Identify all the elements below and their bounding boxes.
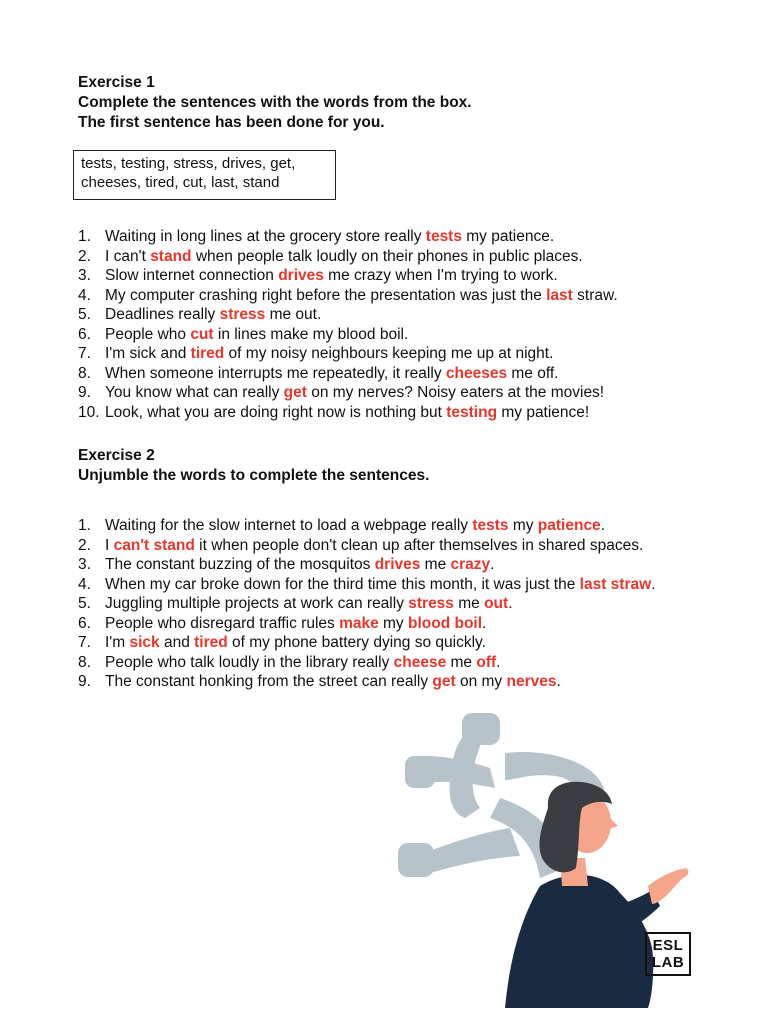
sentence-item <box>78 305 748 325</box>
sentence-fragment: on my <box>455 673 507 690</box>
sentence-item <box>78 227 748 247</box>
sentence-fragment: Waiting for the slow internet to load a webpage really <box>105 517 473 534</box>
answer-word: cheeses <box>445 364 508 382</box>
sentence-fragment: straw. <box>572 286 618 304</box>
sentence-number: 7. <box>78 634 91 651</box>
sentence-fragment: People who disregard traffic rules <box>105 614 340 632</box>
sentence-fragment: me <box>420 556 451 573</box>
sentence-fragment: me crazy when I'm trying to work. <box>323 267 558 284</box>
sentence-fragment: my <box>508 517 538 534</box>
sentence-item <box>78 614 748 634</box>
sentence-item <box>78 403 748 423</box>
answer-word: tired <box>190 345 225 362</box>
word-box-line: cheeses, tired, cut, last, stand <box>81 174 280 191</box>
sentence-item <box>78 672 748 692</box>
sentence-number: 3. <box>78 556 91 573</box>
sentence-text <box>105 266 558 286</box>
logo-line-1: ESL <box>652 937 684 954</box>
sentence-fragment: Slow internet connection <box>105 267 279 284</box>
sentence-item <box>78 286 748 306</box>
sentence-fragment: . <box>651 575 656 593</box>
sentence-fragment: . <box>556 673 561 690</box>
sentence-number: 4. <box>78 286 91 304</box>
sentence-text <box>105 653 500 673</box>
sentence-fragment: my patience. <box>461 228 555 245</box>
sentence-fragment: I'm sick and <box>105 345 191 362</box>
sentence-fragment: me <box>453 595 485 612</box>
sentence-number: 2. <box>78 247 91 265</box>
sentence-item <box>78 325 748 345</box>
sentence-number: 10. <box>78 403 100 421</box>
sentence-item <box>78 344 748 364</box>
sentence-number: 6. <box>78 614 91 632</box>
sentence-number: 9. <box>78 384 91 401</box>
sentence-fragment: . <box>600 517 605 534</box>
nose-shape <box>605 813 618 830</box>
answer-word: last straw <box>579 575 652 593</box>
exercise-2-instructions: Unjumble the words to complete the sentences. <box>78 467 430 484</box>
sentence-item <box>78 247 748 267</box>
exercise-2-sentences <box>78 516 748 692</box>
answer-word: get <box>283 384 307 401</box>
answer-word: tests <box>472 517 509 534</box>
sentence-item <box>78 575 748 595</box>
answer-word: sick <box>129 634 160 651</box>
sentence-text <box>105 364 558 384</box>
sentence-text <box>105 344 553 364</box>
exercise-2-title: Exercise 2 <box>78 447 155 464</box>
sentence-number: 1. <box>78 228 91 245</box>
sentence-fragment: of my phone battery dying so quickly. <box>227 634 486 651</box>
sentence-fragment: I can't <box>105 247 151 265</box>
sentence-text <box>105 575 656 595</box>
sentence-fragment: I'm <box>105 634 130 651</box>
sentence-text <box>105 594 513 614</box>
sentence-text <box>105 305 321 325</box>
answer-word: cut <box>190 325 214 343</box>
sentence-item <box>78 364 748 384</box>
sentence-fragment: . <box>490 556 495 573</box>
hand-shape <box>648 868 688 904</box>
sentence-item <box>78 653 748 673</box>
sentence-fragment: Deadlines really <box>105 306 220 323</box>
sentence-fragment: me out. <box>265 306 322 323</box>
sentence-fragment: Look, what you are doing right now is nothing but <box>105 403 447 421</box>
answer-word: can't stand <box>113 536 195 554</box>
sentence-fragment: my patience! <box>497 403 590 421</box>
sentence-text <box>105 403 589 423</box>
answer-word: blood boil <box>408 614 483 632</box>
esl-lab-logo <box>645 932 691 976</box>
answer-word: drives <box>278 267 324 284</box>
sentence-fragment: my <box>378 614 408 632</box>
answer-word: tests <box>425 228 462 245</box>
sentence-fragment: on my nerves? Noisy eaters at the movies! <box>306 384 605 401</box>
sentence-fragment: and <box>159 634 195 651</box>
sentence-item <box>78 536 748 556</box>
answer-word: patience <box>537 517 601 534</box>
answer-word: nerves <box>506 673 557 690</box>
sentence-fragment: When my car broke down for the third time this month, it was just the <box>105 575 580 593</box>
sentence-fragment: of my noisy neighbours keeping me up at night. <box>224 345 554 362</box>
word-box-line: tests, testing, stress, drives, get, <box>81 155 296 172</box>
sentence-text <box>105 536 643 556</box>
sentence-fragment: . <box>508 595 513 612</box>
sentence-item <box>78 266 748 286</box>
sentence-text <box>105 614 486 634</box>
sentence-fragment: People who <box>105 325 191 343</box>
sentence-fragment: in lines make my blood boil. <box>213 325 409 343</box>
answer-word: cheese <box>393 653 447 671</box>
sentence-fragment: Juggling multiple projects at work can really <box>105 595 409 612</box>
sentence-fragment: I <box>105 536 114 554</box>
sentence-fragment: . <box>482 614 487 632</box>
exercise-1-sentences <box>78 227 748 422</box>
sentence-fragment: The constant honking from the street can really <box>105 673 433 690</box>
answer-word: out <box>484 595 509 612</box>
sentence-number: 3. <box>78 267 91 284</box>
sentence-number: 5. <box>78 306 91 323</box>
answer-word: make <box>339 614 379 632</box>
answer-word: crazy <box>450 556 491 573</box>
sentence-number: 8. <box>78 364 91 382</box>
sentence-text <box>105 633 486 653</box>
sentence-text <box>105 286 618 306</box>
answer-word: stress <box>219 306 266 323</box>
sentence-fragment: me off. <box>507 364 559 382</box>
sentence-fragment: My computer crashing right before the presentation was just the <box>105 286 547 304</box>
sentence-text <box>105 383 604 403</box>
answer-word: tired <box>194 634 228 651</box>
sentence-fragment: The constant buzzing of the mosquitos <box>105 556 375 573</box>
sentence-fragment: me <box>446 653 477 671</box>
answer-word: stand <box>150 247 192 265</box>
answer-word: drives <box>374 556 421 573</box>
sentence-fragment: People who talk loudly in the library really <box>105 653 394 671</box>
sentence-item <box>78 555 748 575</box>
sentence-number: 5. <box>78 595 91 612</box>
answer-word: testing <box>446 403 498 421</box>
answer-word: off <box>476 653 497 671</box>
sentence-fragment: You know what can really <box>105 384 284 401</box>
shirt-shape <box>505 875 653 1008</box>
sentence-number: 4. <box>78 575 91 593</box>
word-box <box>73 150 336 200</box>
sentence-number: 6. <box>78 325 91 343</box>
sentence-fragment: When someone interrupts me repeatedly, it really <box>105 364 446 382</box>
sentence-text <box>105 325 408 345</box>
sentence-number: 1. <box>78 517 91 534</box>
sentence-number: 8. <box>78 653 91 671</box>
sentence-item <box>78 633 748 653</box>
answer-word: last <box>546 286 573 304</box>
exercise-1-instructions: Complete the sentences with the words from the box. The first sentence has been done for you. <box>78 94 472 131</box>
sentence-text <box>105 672 561 692</box>
exercise-1-title: Exercise 1 <box>78 74 155 91</box>
sentence-text <box>105 227 554 247</box>
sentence-number: 7. <box>78 345 91 362</box>
sentence-text <box>105 247 583 267</box>
sentence-text <box>105 555 494 575</box>
sentence-fragment: . <box>496 653 501 671</box>
sentence-fragment: when people talk loudly on their phones in public places. <box>191 247 583 265</box>
sentence-number: 2. <box>78 536 91 554</box>
sentence-item <box>78 594 748 614</box>
answer-word: get <box>432 673 456 690</box>
answer-word: stress <box>408 595 454 612</box>
sentence-fragment: it when people don't clean up after themselves in shared spaces. <box>194 536 644 554</box>
sentence-text <box>105 516 605 536</box>
sentence-item <box>78 516 748 536</box>
logo-line-2: LAB <box>651 954 685 971</box>
sentence-fragment: Waiting in long lines at the grocery store really <box>105 228 426 245</box>
sentence-item <box>78 383 748 403</box>
sentence-number: 9. <box>78 673 91 690</box>
